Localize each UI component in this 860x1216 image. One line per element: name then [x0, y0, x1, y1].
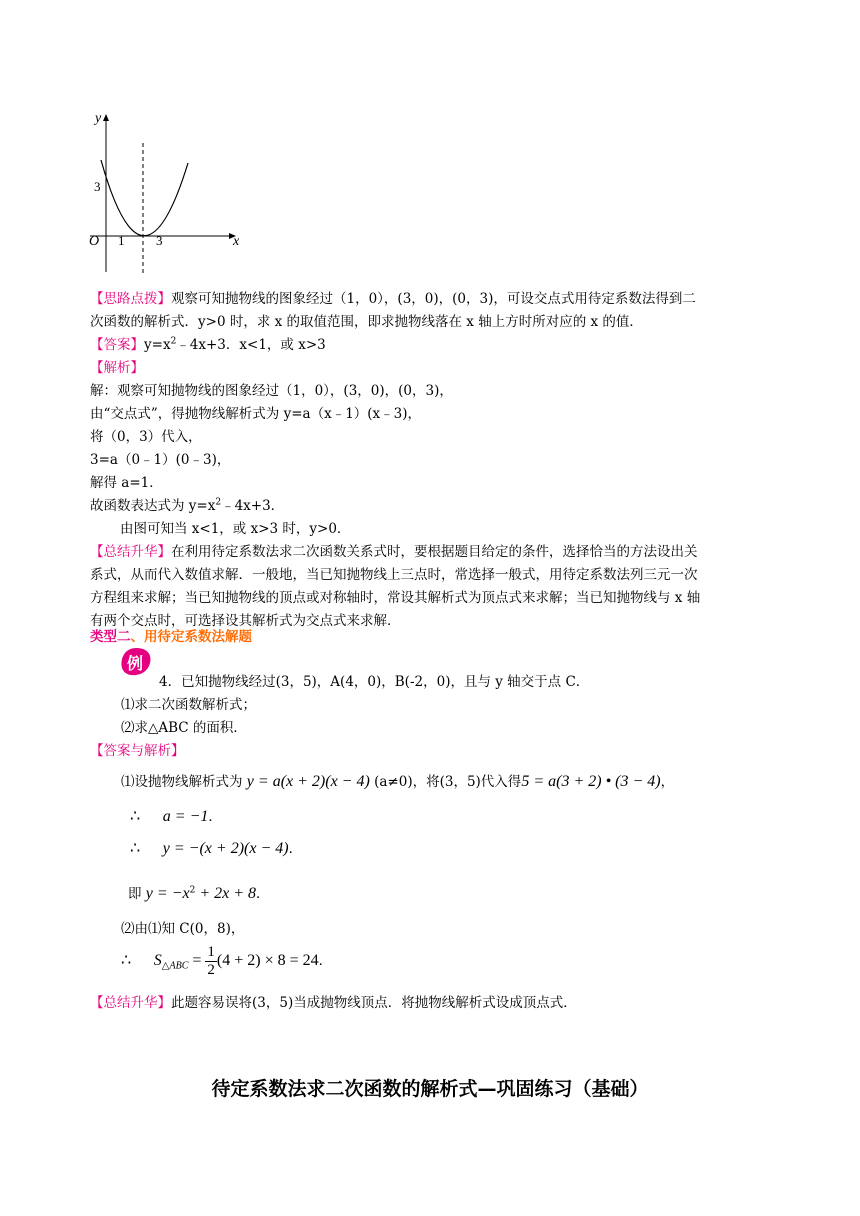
step4-equation-a: y = −x [145, 885, 190, 902]
ex4-step4 [128, 882, 270, 903]
step3-equation: y = −(x + 2)(x − 4) [162, 840, 289, 857]
area-period: ． [318, 953, 333, 969]
step1-text-c: ， [660, 774, 675, 790]
step4-period: ． [256, 886, 270, 902]
x-axis-label: x [233, 234, 240, 249]
ex4-answer-tag: 【答案与解析】 [90, 743, 185, 759]
summary-text-1: 在利用待定系数法求二次函数关系式时，要根据题目给定的条件，选择恰当的方法设出关 [171, 544, 698, 560]
answer-part-b: ﹣4x+3．x<1，或 x>3 [176, 337, 326, 353]
fraction-numerator: 1 [207, 944, 215, 960]
summary-line-4: 有两个交点时，可选择设其解析式为交点式来求解． [90, 613, 401, 629]
x-tick-3: 3 [156, 233, 163, 248]
solution-line-7: 由图可知当 x<1，或 x>3 时，y>0． [120, 521, 351, 537]
summary-tag: 【总结升华】 [90, 544, 171, 560]
step1-equation-2: 5 = a(3 + 2) • (3 − 4) [521, 773, 661, 790]
ex4-summary [90, 991, 577, 1011]
solution-line-2: 由“交点式”，得抛物线解析式为 y=a（x﹣1）(x﹣3)， [90, 406, 422, 422]
therefore-symbol-2: ∴ [130, 840, 141, 857]
area-equals: = [188, 952, 206, 969]
type2-heading [90, 625, 252, 645]
step1-equation: y = a(x + 2)(x − 4) [246, 773, 370, 790]
origin-label: O [89, 234, 100, 249]
solution-line-4: 3=a（0﹣1）(0﹣3)， [90, 452, 231, 468]
hint-line2: 次函数的解析式．y>0 时，求 x 的取值范围，即求抛物线落在 x 轴上方时所对应的 x 的值． [90, 314, 643, 330]
step4-text: 即 [128, 886, 142, 902]
summary-line-2: 系式，从而代入数值求解．一般地，当已知抛物线上三点时，常选择一般式，用待定系数法列三元一次 [90, 567, 698, 583]
step1-text-b: (a≠0)，将(3，5)代入得 [374, 774, 522, 790]
area-rest: (4 + 2) × 8 = 24 [216, 952, 319, 969]
solution-line-3: 将（0，3）代入， [90, 429, 202, 445]
hint-line1 [90, 287, 696, 307]
analysis-tag: 【解析】 [90, 360, 144, 376]
therefore-symbol-1: ∴ [130, 808, 141, 825]
example-badge-icon [119, 647, 153, 677]
y-axis-arrow [103, 114, 109, 121]
step4-exponent: 2 [189, 885, 196, 896]
solution-line-5: 解得 a=1． [90, 475, 163, 491]
sol6-part-a: 故函数表达式为 y=x [90, 498, 216, 514]
x-tick-1: 1 [118, 233, 125, 248]
step2-period: ． [208, 809, 222, 825]
type2-prefix: 类型二 [90, 629, 131, 645]
ex4-step5: ⑵由⑴知 C(0，8)， [121, 921, 245, 937]
answer-tag: 【答案】 [90, 337, 144, 353]
ex4-step2 [130, 805, 222, 826]
therefore-symbol-3: ∴ [121, 952, 132, 969]
solution-line-6 [90, 494, 284, 514]
fraction-denominator: 2 [207, 962, 215, 978]
ex4-question-1: ⑴求二次函数解析式； [121, 697, 256, 713]
ex4-summary-tag: 【总结升华】 [90, 995, 171, 1011]
hint-tag: 【思路点拨】 [90, 291, 171, 307]
sol6-exponent: 2 [215, 497, 222, 508]
parabola-curve [101, 160, 188, 236]
y-axis-label: y [95, 111, 102, 126]
summary-line-3: 方程组来求解；当已知抛物线的顶点或对称轴时，常设其解析式为顶点式来求解；当已知抛物线与 x 轴 [90, 590, 701, 606]
step4-equation-b: + 2x + 8 [195, 885, 257, 902]
one-half-fraction [205, 944, 217, 979]
step2-equation: a = −1 [162, 808, 209, 825]
answer-part-a: y=x [144, 337, 171, 353]
area-symbol: S [153, 952, 162, 969]
sol6-part-b: ﹣4x+3． [221, 498, 285, 514]
summary-line-1 [90, 540, 698, 560]
ex4-area [121, 944, 332, 979]
step3-period: ． [288, 841, 303, 857]
parabola-graph [85, 105, 255, 280]
ex4-problem: 4．已知抛物线经过(3，5)，A(4，0)，B(-2，0)，且与 y 轴交于点 C． [159, 674, 590, 690]
type2-rest: 、用待定系数法解题 [130, 629, 252, 645]
solution-line-1: 解：观察可知抛物线的图象经过（1，0），(3，0)，(0，3)， [90, 383, 453, 399]
ex4-step3 [130, 837, 302, 858]
example-badge-text: 例 [127, 654, 144, 673]
ex4-step1 [121, 770, 674, 791]
ex4-summary-text: 此题容易误将(3，5)当成抛物线顶点．将抛物线解析式设成顶点式． [171, 995, 577, 1011]
step1-text-a: ⑴设抛物线解析式为 [121, 774, 243, 790]
answer-exponent: 2 [170, 336, 177, 347]
hint-text1: 观察可知抛物线的图象经过（1，0），(3，0)，(0，3)，可设交点式用待定系数法得到二 [171, 291, 696, 307]
answer-line [90, 333, 326, 353]
ex4-question-2: ⑵求△ABC 的面积． [121, 720, 247, 736]
section-heading: 待定系数法求二次函数的解析式—巩固练习（基础） [211, 1078, 649, 1100]
y-tick-3: 3 [94, 179, 101, 194]
area-subscript: △ABC [161, 960, 189, 972]
